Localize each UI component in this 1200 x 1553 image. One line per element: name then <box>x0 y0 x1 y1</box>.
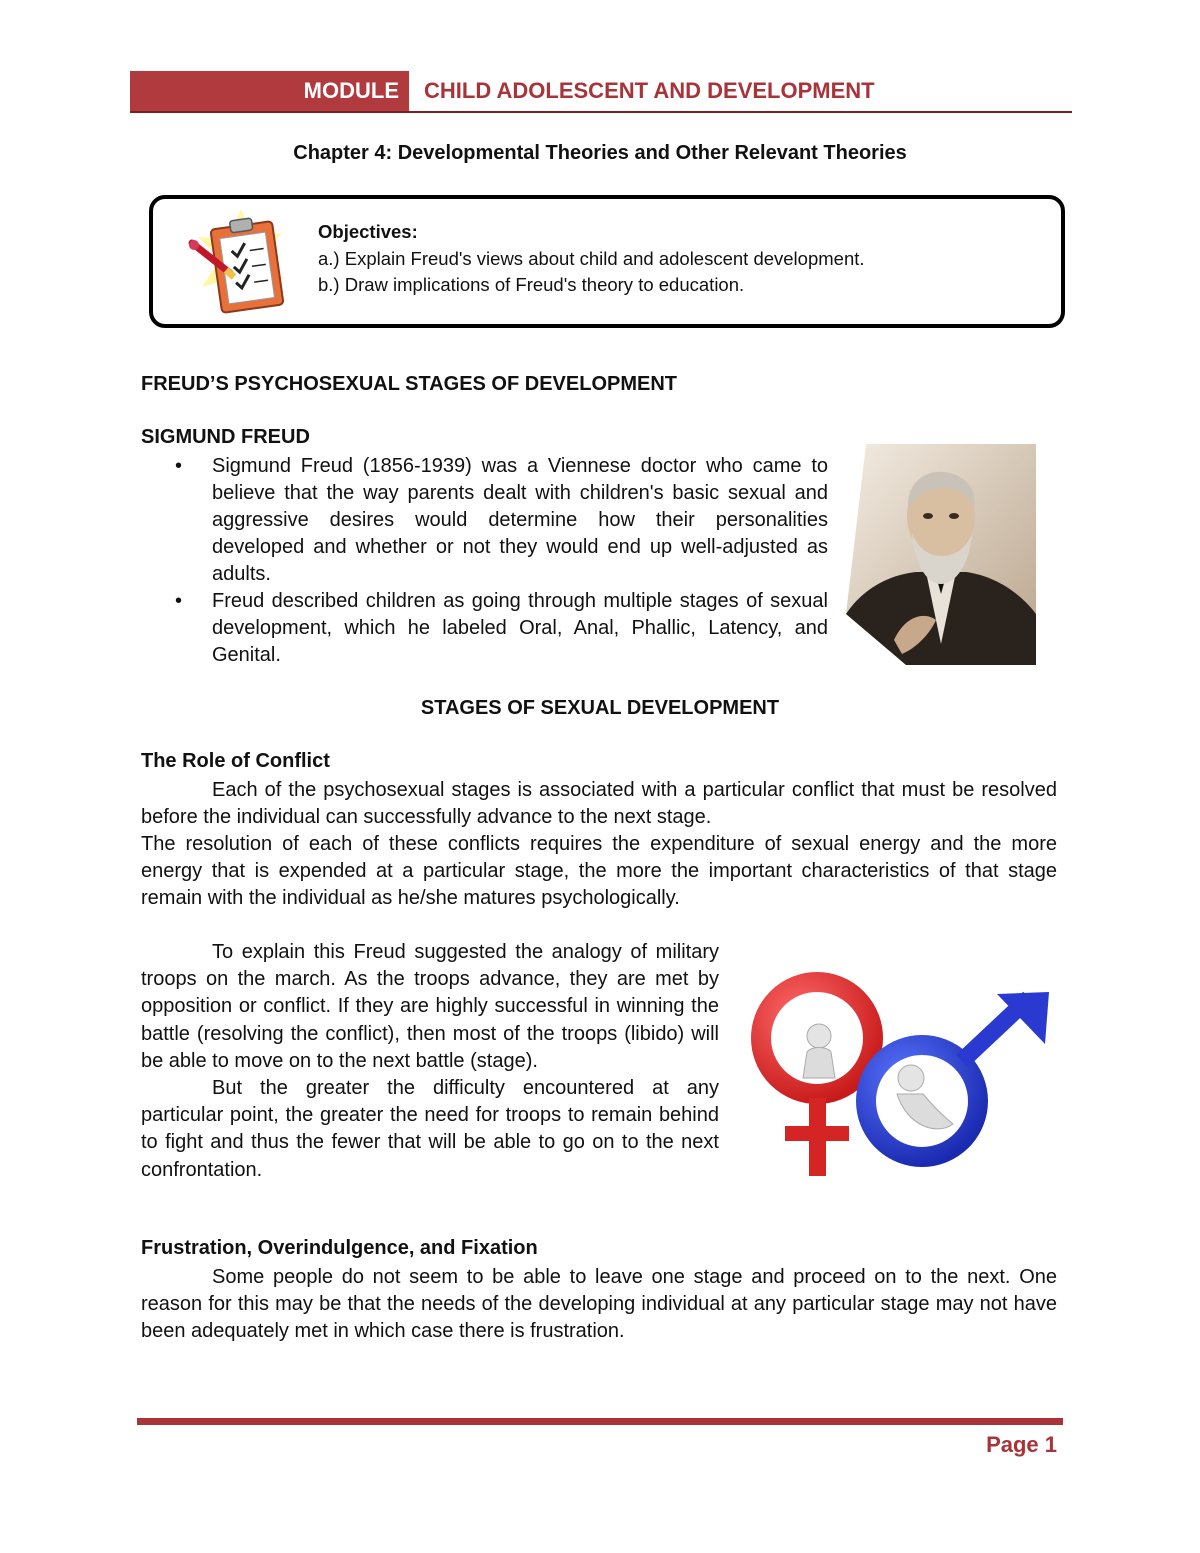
chapter-title: Chapter 4: Developmental Theories and Other Relevant Theories <box>293 142 907 164</box>
header-divider <box>130 111 1072 113</box>
role-of-conflict-body <box>141 777 1057 912</box>
paragraph: The resolution of each of these conflicts requires the expenditure of sexual energy and the more energy that is expended at a particular stage, the more the important characteristics of that stage remain with the individual as he/she matures psychologically. <box>141 833 1057 909</box>
bullet-text: Sigmund Freud (1856-1939) was a Viennese doctor who came to believe that the way parents dealt with children's basic sexual and aggressive desires would determine how their personalities developed and whether or not they would end up well-adjusted as adults. <box>212 455 828 585</box>
objectives-label: Objectives: <box>318 221 418 242</box>
footer-divider <box>137 1418 1063 1425</box>
bullet-glyph: • <box>175 590 183 612</box>
section-title: FREUD’S PSYCHOSEXUAL STAGES OF DEVELOPMENT <box>141 373 677 395</box>
bullet-glyph: • <box>175 455 183 477</box>
role-of-conflict-heading: The Role of Conflict <box>141 750 330 772</box>
stages-title: STAGES OF SEXUAL DEVELOPMENT <box>420 697 780 719</box>
clipboard-checklist-icon <box>186 207 304 315</box>
freud-bullet-list <box>172 453 828 669</box>
module-title: CHILD ADOLESCENT AND DEVELOPMENT <box>424 78 875 103</box>
freud-heading: SIGMUND FREUD <box>141 426 310 448</box>
freud-portrait-image <box>846 444 1036 665</box>
objective-item: b.) Draw implications of Freud's theory to education. <box>318 274 745 295</box>
objectives-text <box>318 219 865 299</box>
page-number: Page 1 <box>986 1432 1057 1457</box>
bullet-text: Freud described children as going through multiple stages of sexual development, which he labeled Oral, Anal, Phallic, Latency, and Genital. <box>212 590 828 666</box>
list-item <box>172 588 828 669</box>
module-label: MODULE <box>130 71 409 111</box>
analogy-body <box>141 939 719 1184</box>
frustration-body <box>141 1264 1057 1345</box>
paragraph: To explain this Freud suggested the analogy of military troops on the march. As the troops advance, they are met by opposition or conflict. If they are highly successful in winning the battle (resolving the conflict), then most of the troops (libido) will be able to move on to the next battle (stage). <box>141 941 719 1072</box>
paragraph: But the greater the difficulty encountered at any particular point, the greater the need for troops to remain behind to fight and thus the fewer that will be able to go on to the next confrontation. <box>141 1077 719 1181</box>
gender-symbols-image <box>747 966 1057 1176</box>
paragraph: Some people do not seem to be able to leave one stage and proceed on to the next. One reason for this may be that the needs of the developing individual at any particular stage may not have been adequately met in which case there is frustration. <box>141 1266 1057 1342</box>
frustration-heading: Frustration, Overindulgence, and Fixation <box>141 1237 538 1259</box>
objective-item: a.) Explain Freud's views about child and adolescent development. <box>318 247 865 269</box>
list-item <box>172 453 828 588</box>
paragraph: Each of the psychosexual stages is associated with a particular conflict that must be resolved before the individual can successfully advance to the next stage. <box>141 779 1057 828</box>
